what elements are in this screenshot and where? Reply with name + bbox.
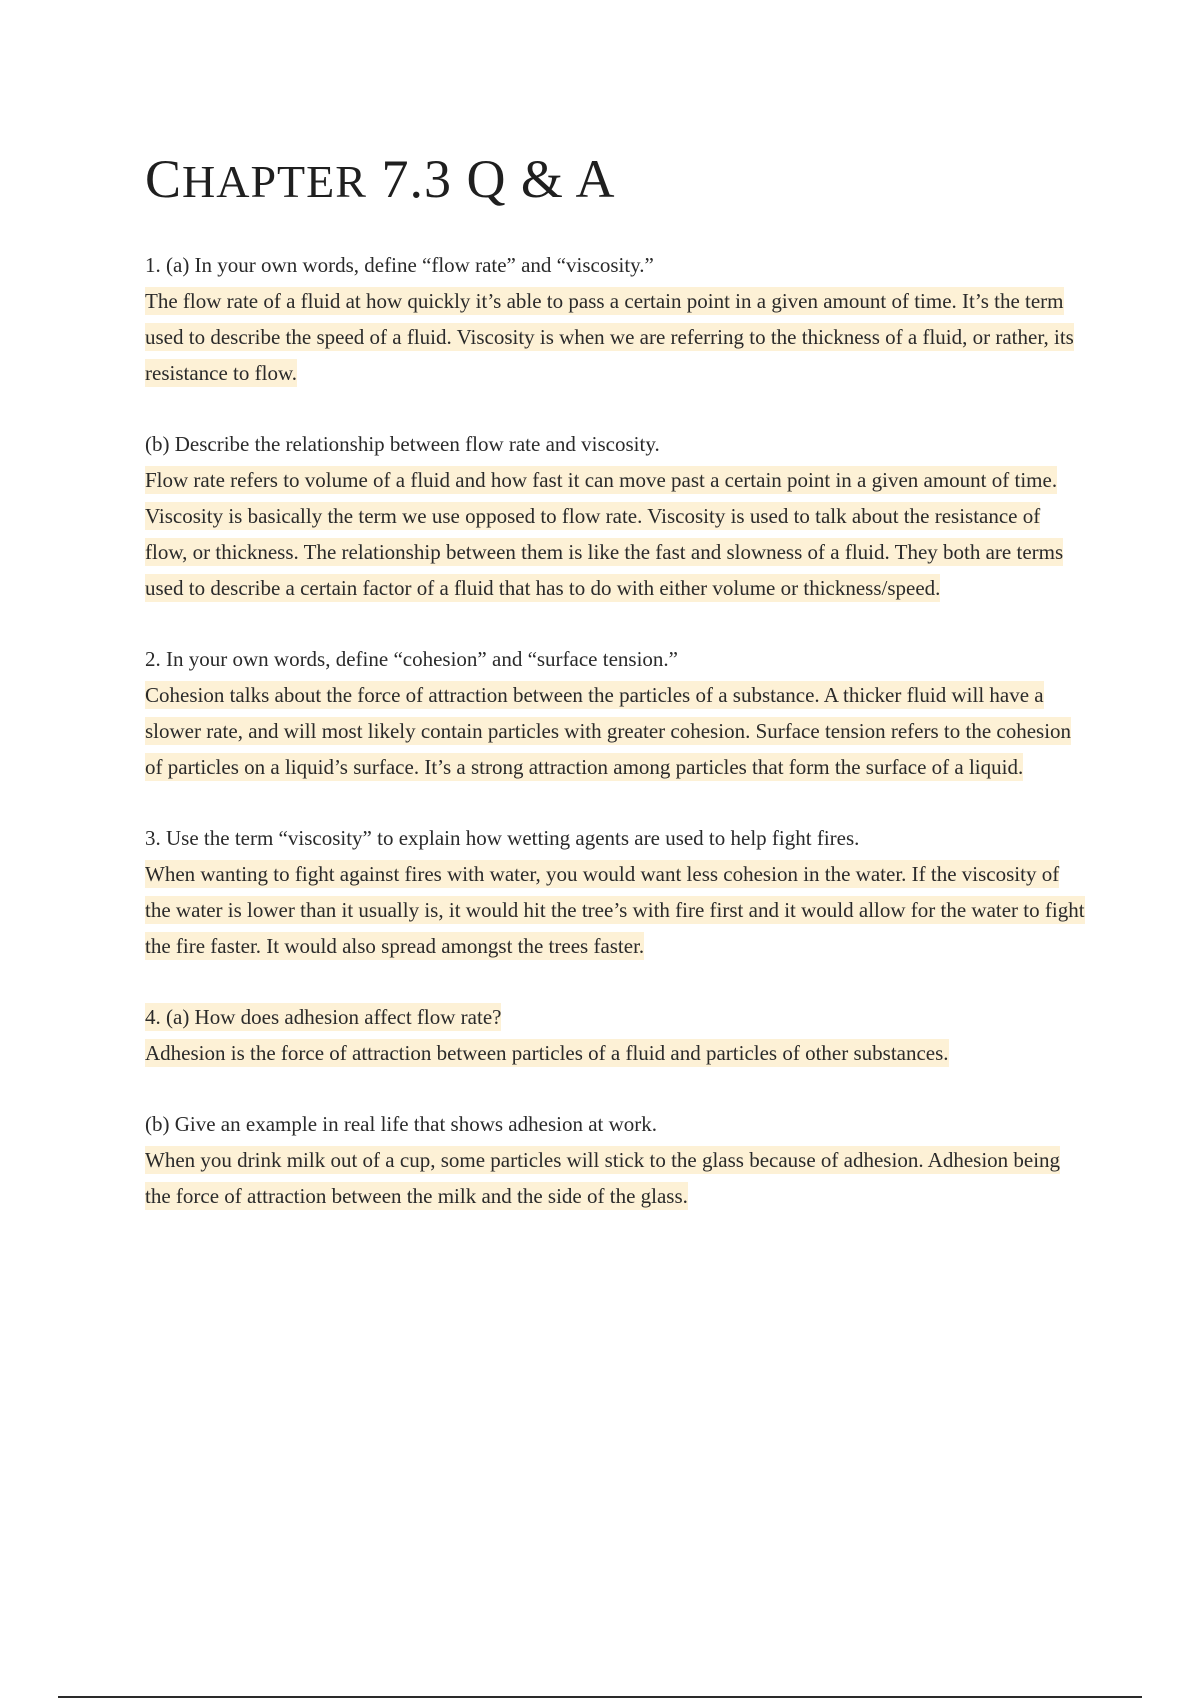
question-text: (b) Give an example in real life that shows adhesion at work. — [145, 1112, 658, 1137]
title-rest: 7.3 Q & A — [366, 149, 616, 209]
title-small-caps: HAPTER — [182, 156, 367, 207]
qa-item-4a — [145, 999, 1085, 1071]
qa-item-3 — [145, 820, 1085, 964]
answer-highlight: Flow rate refers to volume of a fluid and how fast it can move past a certain point in a given amount of time. Viscosity is basically the term we use opposed to flow rate. Viscosity is used to talk about the resistance of flow, or thickness. The relationship between them is like the fast and slowness of a fluid. They both are terms used to describe a certain factor of a fluid that has to do with either volume or thickness/speed. — [145, 468, 1064, 601]
question-text: (b) Describe the relationship between flow rate and viscosity. — [145, 432, 660, 457]
qa-item-4b — [145, 1106, 1085, 1214]
document-page — [145, 150, 1085, 1249]
qa-item-1b — [145, 426, 1085, 606]
page-title — [145, 150, 1085, 209]
answer-text — [145, 462, 1085, 606]
qa-item-2 — [145, 641, 1085, 785]
question-text — [145, 999, 1085, 1035]
qa-item-1a — [145, 247, 1085, 391]
answer-text — [145, 856, 1085, 964]
question-text: 3. Use the term “viscosity” to explain how wetting agents are used to help fight fires. — [145, 826, 860, 851]
answer-highlight: Adhesion is the force of attraction between particles of a fluid and particles of other substances. — [145, 1041, 949, 1066]
answer-text — [145, 1035, 1085, 1071]
question-text: 1. (a) In your own words, define “flow rate” and “viscosity.” — [145, 253, 654, 278]
answer-text — [145, 1142, 1085, 1214]
answer-highlight: Cohesion talks about the force of attraction between the particles of a substance. A thicker fluid will have a slower rate, and will most likely contain particles with greater cohesion. Surface tension refers to the cohesion of particles on a liquid’s surface. It’s a strong attraction among particles that form the surface of a liquid. — [145, 683, 1072, 780]
answer-text — [145, 283, 1085, 391]
answer-highlight: The flow rate of a fluid at how quickly it’s able to pass a certain point in a given amount of time. It’s the term used to describe the speed of a fluid. Viscosity is when we are referring to the thickness of a fluid, or rather, its resistance to flow. — [145, 289, 1074, 386]
answer-highlight: When wanting to fight against fires with water, you would want less cohesion in the water. If the viscosity of the water is lower than it usually is, it would hit the tree’s with fire first and it would allow for the water to fight the fire faster. It would also spread amongst the trees faster. — [145, 862, 1085, 959]
title-prefix: C — [145, 149, 183, 209]
bottom-divider — [58, 1696, 1142, 1698]
answer-text — [145, 677, 1085, 785]
answer-highlight: When you drink milk out of a cup, some particles will stick to the glass because of adhesion. Adhesion being the force of attraction between the milk and the side of the glass. — [145, 1148, 1061, 1209]
question-highlight: 4. (a) How does adhesion affect flow rate? — [145, 1005, 502, 1030]
question-text: 2. In your own words, define “cohesion” and “surface tension.” — [145, 647, 678, 672]
